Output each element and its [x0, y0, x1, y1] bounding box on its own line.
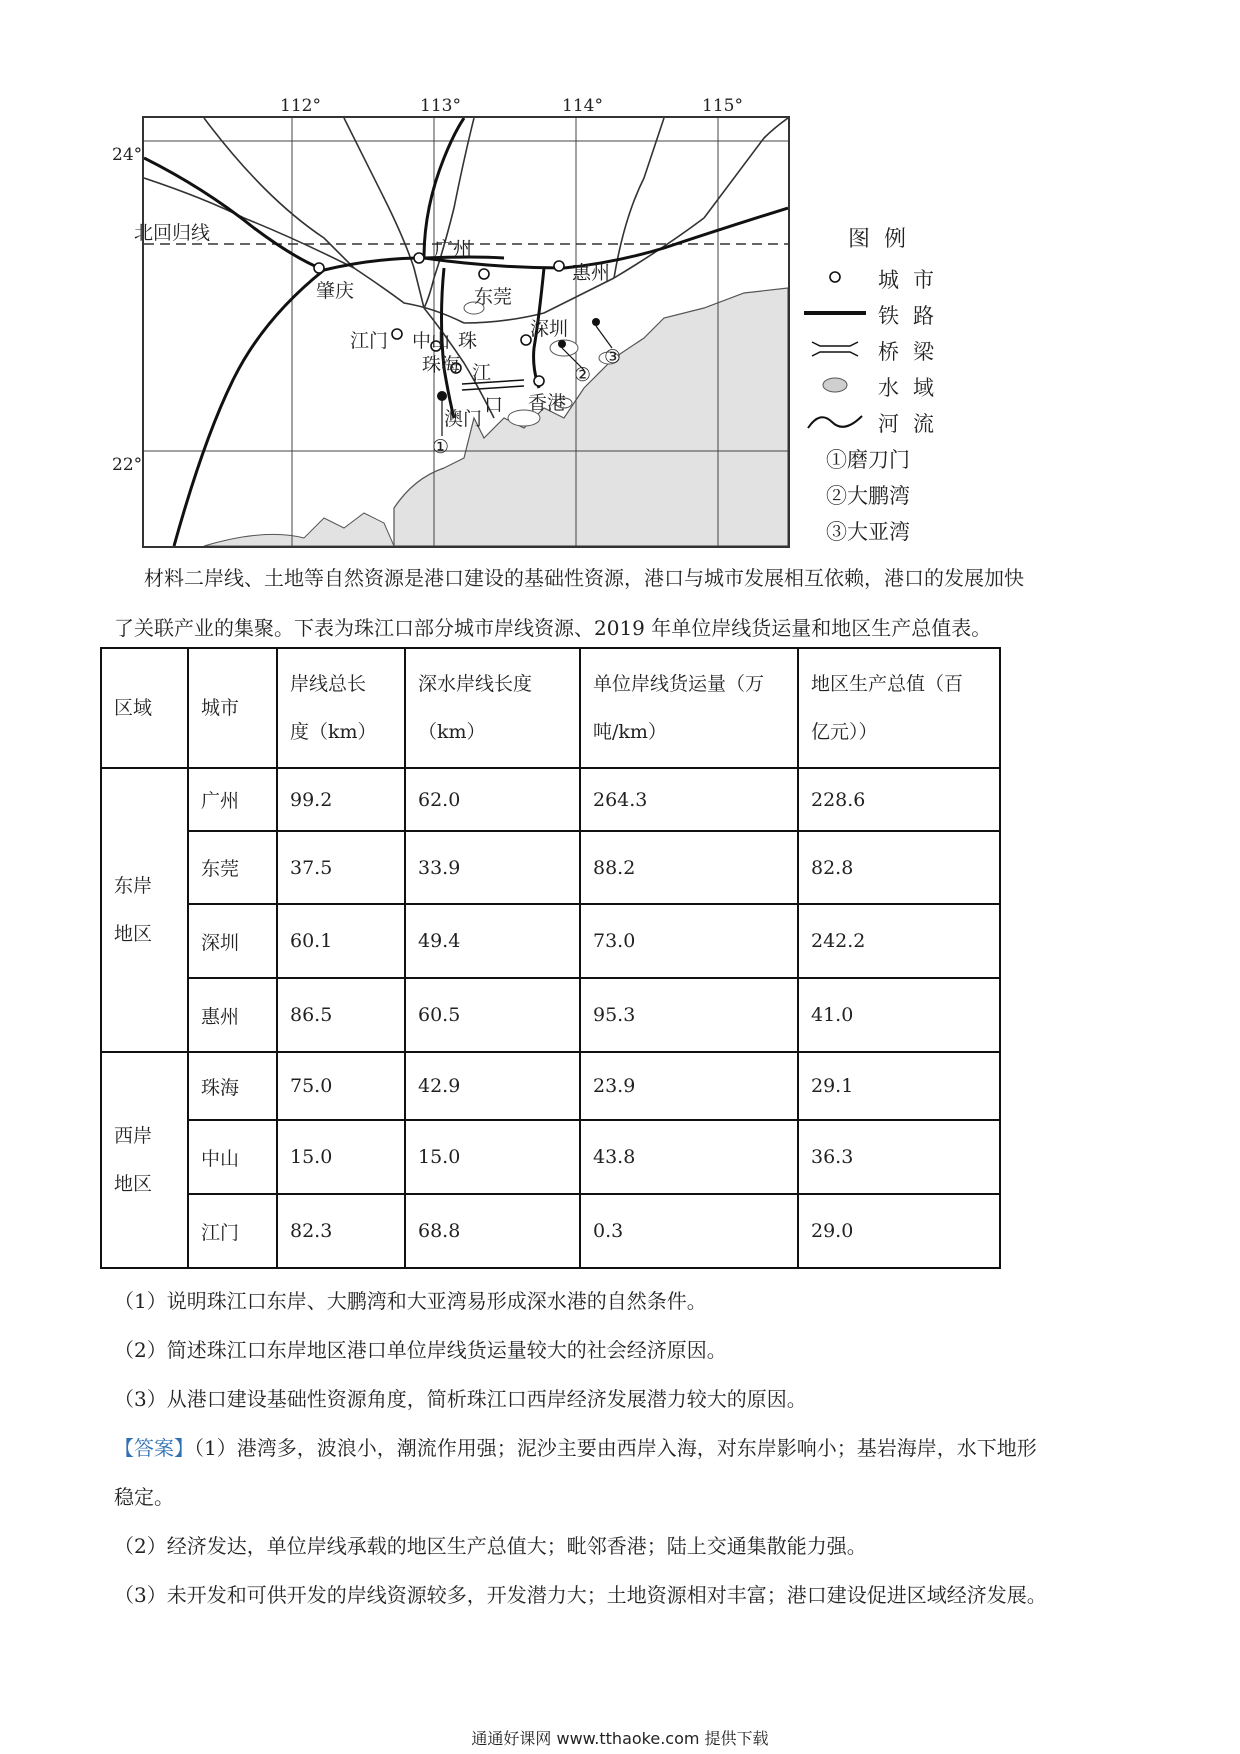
legend-modaomen [800, 442, 1000, 472]
answer-line-3: （2）经济发达，单位岸线承载的地区生产总值大；毗邻香港；陆上交通集散能力强。 [114, 1534, 867, 1558]
city-huizhou: 惠州 [572, 262, 611, 284]
header-region [101, 648, 188, 768]
cell-gdp: 228.6 [798, 768, 1000, 831]
table-row [101, 978, 1000, 1052]
table-row [101, 831, 1000, 904]
city-zhaoqing: 肇庆 [316, 280, 355, 302]
lon-113: 113° [420, 96, 461, 116]
question-2: （2）简述珠江口东岸地区港口单位岸线货运量较大的社会经济原因。 [114, 1338, 727, 1362]
cell-total-length: 75.0 [277, 1052, 405, 1120]
estuary-label-1: 珠 [458, 330, 478, 352]
river-symbol-icon [800, 406, 870, 436]
cell-gdp: 41.0 [798, 978, 1000, 1052]
header-deepwater-line-2: （km） [418, 721, 486, 743]
marker-2: ② [574, 364, 592, 386]
cell-city: 深圳 [188, 904, 277, 978]
legend-label-city: 城市 [878, 268, 948, 292]
lon-115: 115° [702, 96, 743, 116]
marker-1: ① [432, 436, 450, 458]
cell-deepwater: 33.9 [405, 831, 580, 904]
legend-label-water: 水域 [878, 376, 948, 400]
header-freight-line-1: 单位岸线货运量（万 [593, 673, 765, 695]
city-macau: 澳门 [444, 408, 483, 430]
header-freight-per-km [580, 648, 798, 768]
region-west-line-1: 西岸 [114, 1125, 153, 1147]
cell-gdp: 36.3 [798, 1120, 1000, 1194]
header-freight-line-2: 吨/km） [593, 721, 667, 743]
table-row [101, 1120, 1000, 1194]
header-city-text: 城市 [201, 697, 240, 719]
sea-area-west [204, 513, 394, 546]
water-symbol-icon [800, 370, 870, 400]
cell-freight: 264.3 [580, 768, 798, 831]
cell-city: 惠州 [188, 978, 277, 1052]
table-row [101, 904, 1000, 978]
header-gdp-line-1: 地区生产总值（百 [811, 673, 964, 695]
legend-label-daya: ③大亚湾 [826, 520, 910, 544]
city-symbol-icon [800, 262, 870, 292]
city-dongguan: 东莞 [474, 286, 513, 308]
region-west-line-2: 地区 [114, 1173, 153, 1195]
table-row [101, 768, 1000, 831]
legend-label-railway: 铁路 [878, 304, 948, 328]
page-footer: 通通好课网 www.tthaoke.com 提供下载 [471, 1729, 769, 1748]
marker-3: ③ [604, 346, 622, 368]
cell-city: 珠海 [188, 1052, 277, 1120]
lon-112: 112° [280, 96, 321, 116]
legend-title: 图例 [848, 227, 921, 252]
city-hongkong: 香港 [528, 392, 567, 414]
header-total-length [277, 648, 405, 768]
question-1: （1）说明珠江口东岸、大鹏湾和大亚湾易形成深水港的自然条件。 [114, 1289, 707, 1313]
cell-gdp: 82.8 [798, 831, 1000, 904]
legend-river [800, 406, 1000, 436]
legend-daya [800, 514, 1000, 544]
header-region-text: 区域 [114, 697, 153, 719]
table-row [101, 1194, 1000, 1268]
lat-22: 22° [112, 455, 143, 475]
macau-dot [437, 391, 447, 401]
city-guangzhou: 广州 [434, 238, 473, 260]
answer-line-4: （3）未开发和可供开发的岸线资源较多，开发潜力大；土地资源相对丰富；港口建设促进区域经济发展。 [114, 1583, 1047, 1607]
header-gdp [798, 648, 1000, 768]
answer-text-1: （1）港湾多，波浪小，潮流作用强；泥沙主要由西岸入海，对东岸影响小；基岩海岸，水下地形 [194, 1436, 1037, 1460]
cell-total-length: 60.1 [277, 904, 405, 978]
cell-city: 广州 [188, 768, 277, 831]
cell-deepwater: 49.4 [405, 904, 580, 978]
cell-deepwater: 62.0 [405, 768, 580, 831]
cell-deepwater: 68.8 [405, 1194, 580, 1268]
region-east-line-1: 东岸 [114, 875, 153, 897]
cell-freight: 88.2 [580, 831, 798, 904]
cell-gdp: 242.2 [798, 904, 1000, 978]
header-city [188, 648, 277, 768]
cell-deepwater: 60.5 [405, 978, 580, 1052]
cell-freight: 23.9 [580, 1052, 798, 1120]
bridge-symbol-icon [800, 334, 870, 364]
legend-railway [800, 298, 1000, 328]
tropic-label: 北回归线 [134, 222, 211, 244]
cell-city: 东莞 [188, 831, 277, 904]
cell-total-length: 15.0 [277, 1120, 405, 1194]
lon-114: 114° [562, 96, 603, 116]
material-line-2: 了关联产业的集聚。下表为珠江口部分城市岸线资源、2019 年单位岸线货运量和地区生产总值表。 [114, 616, 992, 640]
region-west [101, 1052, 188, 1268]
cell-city: 江门 [188, 1194, 277, 1268]
city-zhongshan: 中山 [412, 330, 451, 352]
header-deepwater-line-1: 深水岸线长度 [418, 673, 533, 695]
cell-total-length: 99.2 [277, 768, 405, 831]
legend-label-bridge: 桥梁 [878, 340, 948, 364]
cell-deepwater: 15.0 [405, 1120, 580, 1194]
city-jiangmen: 江门 [350, 330, 389, 352]
legend-label-river: 河流 [878, 412, 948, 436]
legend-dapeng [800, 478, 1000, 508]
legend-city [800, 262, 1000, 292]
header-deepwater-length [405, 648, 580, 768]
legend-bridge [800, 334, 1000, 364]
legend-label-modaomen: ①磨刀门 [826, 448, 910, 472]
cell-freight: 95.3 [580, 978, 798, 1052]
cell-total-length: 86.5 [277, 978, 405, 1052]
region-east-line-2: 地区 [114, 923, 153, 945]
material-line-1: 材料二岸线、土地等自然资源是港口建设的基础性资源，港口与城市发展相互依赖，港口的发展加快 [144, 566, 1024, 590]
cell-total-length: 37.5 [277, 831, 405, 904]
answer-line-2: 稳定。 [114, 1485, 174, 1509]
table-row [101, 1052, 1000, 1120]
coastline-resource-table [100, 647, 1001, 1269]
daya-dot [592, 318, 600, 326]
city-zhuhai: 珠海 [422, 354, 461, 376]
cell-freight: 73.0 [580, 904, 798, 978]
cell-total-length: 82.3 [277, 1194, 405, 1268]
cell-deepwater: 42.9 [405, 1052, 580, 1120]
estuary-label-3: 口 [484, 394, 504, 416]
lat-24: 24° [112, 145, 143, 165]
header-total-length-line-2: 度（km） [290, 721, 377, 743]
cell-gdp: 29.1 [798, 1052, 1000, 1120]
cell-freight: 0.3 [580, 1194, 798, 1268]
table-header-row [101, 648, 1000, 768]
railway-symbol-icon [800, 298, 870, 328]
cell-freight: 43.8 [580, 1120, 798, 1194]
header-total-length-line-1: 岸线总长 [290, 673, 367, 695]
question-3: （3）从港口建设基础性资源角度，简析珠江口西岸经济发展潜力较大的原因。 [114, 1387, 807, 1411]
cell-city: 中山 [188, 1120, 277, 1194]
answer-line-1 [114, 1423, 1037, 1473]
legend-water [800, 370, 1000, 400]
dapeng-dot [558, 340, 566, 348]
header-gdp-line-2: 亿元）） [811, 721, 878, 743]
answer-tag: 【答案】 [114, 1436, 194, 1460]
city-shenzhen: 深圳 [530, 318, 569, 340]
legend-label-dapeng: ②大鹏湾 [826, 484, 910, 508]
region-east [101, 768, 188, 1052]
estuary-label-2: 江 [472, 362, 492, 384]
cell-gdp: 29.0 [798, 1194, 1000, 1268]
